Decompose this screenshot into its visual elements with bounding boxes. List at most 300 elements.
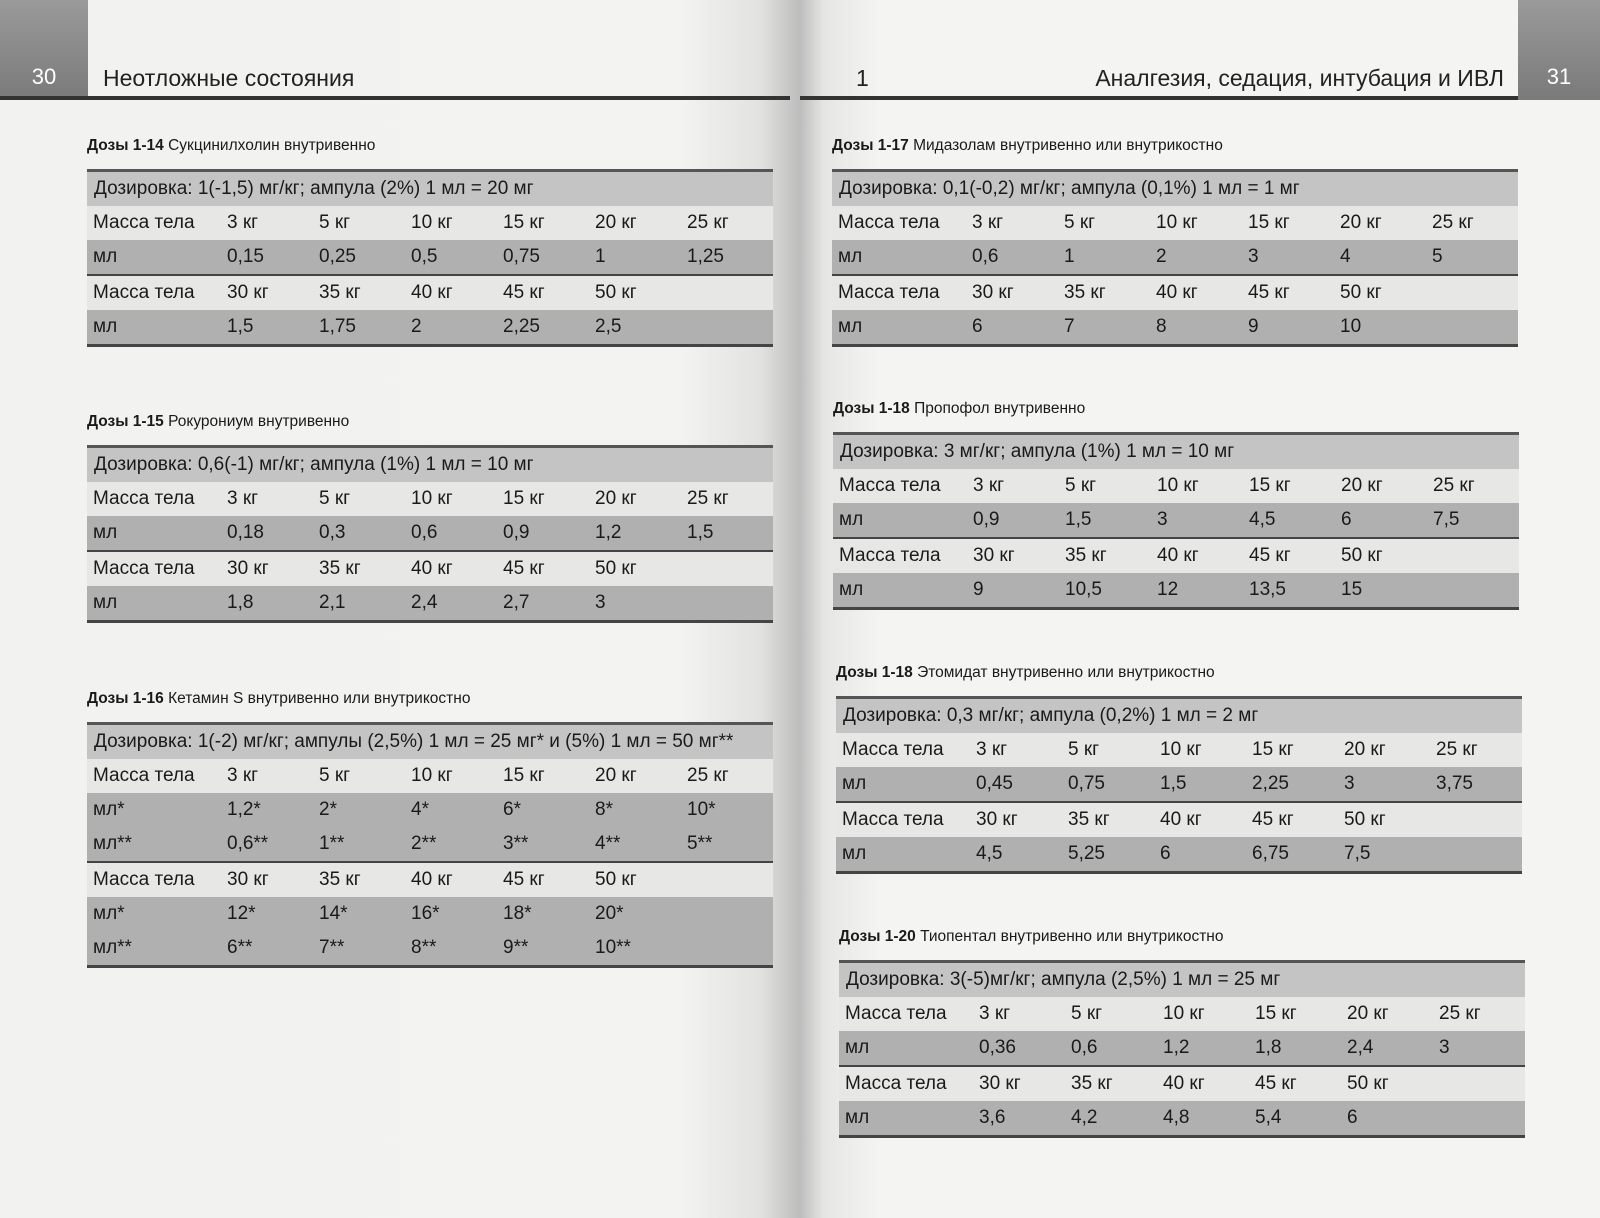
table-cell: 1,5 (221, 310, 313, 346)
row-label: мл* (87, 897, 221, 931)
table-cell: 12 (1151, 573, 1243, 609)
table-cell: 18* (497, 897, 589, 931)
table-cell: 10** (589, 931, 681, 967)
table-cell (1427, 573, 1519, 609)
table-cell: 20 кг (1341, 997, 1433, 1031)
table-id: Дозы 1-16 (87, 690, 164, 707)
volume-row (87, 897, 773, 931)
row-label: мл (87, 310, 221, 346)
table-caption (87, 137, 773, 155)
table-cell (681, 862, 773, 897)
table-cell: 3,6 (973, 1101, 1065, 1137)
table-cell (1433, 1066, 1525, 1101)
table-cell: 2,25 (497, 310, 589, 346)
page-number: 31 (1546, 64, 1572, 89)
volume-row (87, 827, 773, 862)
table-cell: 6 (1335, 503, 1427, 538)
table-cell: 0,6 (966, 240, 1058, 275)
table-cell: 3 кг (221, 206, 313, 240)
table-cell: 40 кг (405, 862, 497, 897)
table-cell: 25 кг (681, 759, 773, 793)
table-cell: 2,5 (589, 310, 681, 346)
table-cell (681, 275, 773, 310)
table-cell: 0,9 (497, 516, 589, 551)
weight-row (836, 802, 1522, 837)
table-cell: 3,75 (1430, 767, 1522, 802)
table-cell: 2,7 (497, 586, 589, 622)
table-cell: 0,6 (1065, 1031, 1157, 1066)
table-cell: 3 кг (221, 482, 313, 516)
table-cell: 5 кг (313, 482, 405, 516)
dose-block (87, 137, 773, 347)
table-cell: 1,2* (221, 793, 313, 827)
table-cell: 50 кг (1334, 275, 1426, 310)
table-cell: 3 кг (221, 759, 313, 793)
dosage-text: Дозировка: 1(-2) мг/кг; ампулы (2,5%) 1 мл = 25 мг* и (5%) 1 мл = 50 мг** (87, 724, 773, 760)
table-cell: 5 кг (1059, 469, 1151, 503)
table-cell: 4,5 (970, 837, 1062, 873)
row-label: Масса тела (839, 1066, 973, 1101)
table-cell (681, 897, 773, 931)
table-title: Рокурониум внутривенно (168, 413, 350, 430)
table-cell: 9** (497, 931, 589, 967)
volume-row (87, 240, 773, 275)
weight-row (87, 482, 773, 516)
table-cell: 6** (221, 931, 313, 967)
table-cell: 0,45 (970, 767, 1062, 802)
page-number-tab (1518, 0, 1600, 100)
table-cell: 10 (1334, 310, 1426, 346)
volume-row (87, 931, 773, 967)
table-cell: 20* (589, 897, 681, 931)
table-cell: 5 кг (1058, 206, 1150, 240)
table-caption (836, 664, 1522, 682)
table-cell (1430, 837, 1522, 873)
table-cell: 25 кг (681, 482, 773, 516)
table-cell: 4 (1334, 240, 1426, 275)
table-cell: 7 (1058, 310, 1150, 346)
table-cell: 2* (313, 793, 405, 827)
table-cell: 35 кг (1058, 275, 1150, 310)
table-cell: 0,75 (497, 240, 589, 275)
dosage-row (839, 962, 1525, 998)
dosage-text: Дозировка: 0,6(-1) мг/кг; ампула (1%) 1 мл = 10 мг (87, 447, 773, 483)
table-cell: 0,25 (313, 240, 405, 275)
table-cell: 0,15 (221, 240, 313, 275)
dosage-row (832, 171, 1518, 207)
row-label: мл (832, 310, 966, 346)
table-title: Кетамин S внутривенно или внутрикостно (168, 690, 471, 707)
row-label: Масса тела (836, 733, 970, 767)
table-cell: 14* (313, 897, 405, 931)
table-caption (833, 400, 1519, 418)
table-title: Сукцинилхолин внутривенно (168, 137, 376, 154)
table-cell (1433, 1101, 1525, 1137)
weight-row (832, 206, 1518, 240)
right-page-header (800, 0, 1600, 100)
dosage-row (87, 447, 773, 483)
weight-row (87, 759, 773, 793)
table-cell: 20 кг (589, 759, 681, 793)
volume-row (833, 573, 1519, 609)
dose-table (832, 169, 1518, 347)
table-cell: 10 кг (405, 759, 497, 793)
weight-row (832, 275, 1518, 310)
running-header-title: Аналгезия, седация, интубация и ИВЛ (1095, 65, 1504, 91)
table-cell: 10 кг (405, 206, 497, 240)
table-cell: 5 кг (1065, 997, 1157, 1031)
table-cell: 3 кг (970, 733, 1062, 767)
dose-block (87, 413, 773, 623)
table-cell: 4,8 (1157, 1101, 1249, 1137)
table-title: Пропофол внутривенно (914, 400, 1086, 417)
table-cell: 2,1 (313, 586, 405, 622)
table-cell: 0,6 (405, 516, 497, 551)
table-cell: 30 кг (970, 802, 1062, 837)
table-cell: 0,6** (221, 827, 313, 862)
row-label: Масса тела (836, 802, 970, 837)
table-cell: 25 кг (1430, 733, 1522, 767)
table-cell: 10 кг (405, 482, 497, 516)
right-page (800, 0, 1600, 1218)
dose-block (833, 400, 1519, 610)
dosage-row (833, 434, 1519, 470)
table-cell: 35 кг (313, 862, 405, 897)
table-cell: 15 кг (1249, 997, 1341, 1031)
weight-row (833, 469, 1519, 503)
table-cell: 30 кг (967, 538, 1059, 573)
volume-row (87, 586, 773, 622)
table-cell: 1,5 (681, 516, 773, 551)
dose-table (833, 432, 1519, 610)
table-cell: 6 (966, 310, 1058, 346)
table-cell: 15 кг (1246, 733, 1338, 767)
dose-block (832, 137, 1518, 347)
table-cell: 2 (1150, 240, 1242, 275)
table-cell: 12* (221, 897, 313, 931)
row-label: мл (836, 767, 970, 802)
chapter-number: 1 (856, 65, 869, 91)
table-cell: 35 кг (1065, 1066, 1157, 1101)
table-cell: 3 (1338, 767, 1430, 802)
table-cell: 35 кг (1059, 538, 1151, 573)
table-cell: 3 кг (967, 469, 1059, 503)
row-label: мл** (87, 931, 221, 967)
row-label: мл (836, 837, 970, 873)
table-cell: 5 кг (313, 206, 405, 240)
table-caption (87, 413, 773, 431)
weight-row (87, 206, 773, 240)
table-cell: 4* (405, 793, 497, 827)
table-cell (681, 551, 773, 586)
row-label: Масса тела (833, 469, 967, 503)
table-cell: 5 (1426, 240, 1518, 275)
table-cell (681, 586, 773, 622)
dosage-text: Дозировка: 0,3 мг/кг; ампула (0,2%) 1 мл = 2 мг (836, 698, 1522, 734)
table-cell: 13,5 (1243, 573, 1335, 609)
table-cell: 0,9 (967, 503, 1059, 538)
volume-row (836, 767, 1522, 802)
weight-row (87, 551, 773, 586)
table-cell: 0,3 (313, 516, 405, 551)
dose-block (839, 928, 1525, 1138)
table-cell: 4,2 (1065, 1101, 1157, 1137)
table-cell: 30 кг (966, 275, 1058, 310)
table-caption (839, 928, 1525, 946)
table-cell: 10* (681, 793, 773, 827)
volume-row (87, 793, 773, 827)
weight-row (833, 538, 1519, 573)
page-number-tab (0, 0, 88, 100)
weight-row (87, 862, 773, 897)
table-cell: 25 кг (681, 206, 773, 240)
dosage-text: Дозировка: 3(-5)мг/кг; ампула (2,5%) 1 мл = 25 мг (839, 962, 1525, 998)
table-id: Дозы 1-14 (87, 137, 164, 154)
table-cell: 25 кг (1433, 997, 1525, 1031)
row-label: Масса тела (87, 759, 221, 793)
table-cell: 35 кг (1062, 802, 1154, 837)
row-label: Масса тела (87, 482, 221, 516)
dose-table (87, 169, 773, 347)
dosage-text: Дозировка: 3 мг/кг; ампула (1%) 1 мл = 10 мг (833, 434, 1519, 470)
table-cell: 1 (1058, 240, 1150, 275)
table-cell: 0,75 (1062, 767, 1154, 802)
row-label: мл (832, 240, 966, 275)
table-cell: 1,25 (681, 240, 773, 275)
row-label: мл** (87, 827, 221, 862)
table-cell: 1,5 (1059, 503, 1151, 538)
table-cell: 7** (313, 931, 405, 967)
table-cell: 8* (589, 793, 681, 827)
volume-row (832, 310, 1518, 346)
table-cell: 4** (589, 827, 681, 862)
volume-row (87, 516, 773, 551)
weight-row (87, 275, 773, 310)
table-cell: 0,5 (405, 240, 497, 275)
row-label: Масса тела (832, 275, 966, 310)
row-label: Масса тела (87, 862, 221, 897)
table-title: Этомидат внутривенно или внутрикостно (917, 664, 1215, 681)
table-cell: 2 (405, 310, 497, 346)
table-cell (681, 310, 773, 346)
dosage-row (87, 171, 773, 207)
dose-table (836, 696, 1522, 874)
volume-row (836, 837, 1522, 873)
table-cell: 1,2 (589, 516, 681, 551)
table-cell: 1** (313, 827, 405, 862)
table-cell: 50 кг (1341, 1066, 1433, 1101)
table-cell: 45 кг (1246, 802, 1338, 837)
dosage-row (836, 698, 1522, 734)
table-cell: 5 кг (313, 759, 405, 793)
table-cell: 45 кг (497, 862, 589, 897)
table-id: Дозы 1-18 (836, 664, 913, 681)
row-label: Масса тела (87, 275, 221, 310)
row-label: мл (87, 586, 221, 622)
table-cell: 45 кг (1243, 538, 1335, 573)
row-label: Масса тела (87, 206, 221, 240)
row-label: Масса тела (832, 206, 966, 240)
table-cell: 50 кг (1338, 802, 1430, 837)
table-cell: 5 кг (1062, 733, 1154, 767)
table-cell: 15 кг (497, 759, 589, 793)
table-cell: 4,5 (1243, 503, 1335, 538)
table-cell (1426, 275, 1518, 310)
table-cell: 1,75 (313, 310, 405, 346)
table-cell: 15 кг (497, 482, 589, 516)
table-cell: 20 кг (1335, 469, 1427, 503)
table-cell: 6* (497, 793, 589, 827)
left-page-header (0, 0, 790, 100)
table-cell (1427, 538, 1519, 573)
table-cell: 9 (967, 573, 1059, 609)
dose-table (87, 445, 773, 623)
table-cell: 6 (1154, 837, 1246, 873)
table-caption (832, 137, 1518, 155)
row-label: мл (833, 503, 967, 538)
dosage-text: Дозировка: 1(-1,5) мг/кг; ампула (2%) 1 мл = 20 мг (87, 171, 773, 207)
row-label: мл (833, 573, 967, 609)
table-cell: 20 кг (589, 482, 681, 516)
table-cell: 10 кг (1154, 733, 1246, 767)
table-cell: 6,75 (1246, 837, 1338, 873)
row-label: мл (839, 1031, 973, 1066)
weight-row (839, 997, 1525, 1031)
table-cell: 40 кг (405, 551, 497, 586)
row-label: мл (87, 516, 221, 551)
table-cell: 5** (681, 827, 773, 862)
row-label: мл (839, 1101, 973, 1137)
page-number: 30 (31, 64, 57, 89)
table-cell: 7,5 (1427, 503, 1519, 538)
row-label: мл (87, 240, 221, 275)
table-cell: 30 кг (221, 862, 313, 897)
table-cell: 30 кг (221, 275, 313, 310)
table-cell: 40 кг (1154, 802, 1246, 837)
table-cell: 10 кг (1157, 997, 1249, 1031)
running-header-title: Неотложные состояния (103, 65, 355, 91)
table-cell: 3** (497, 827, 589, 862)
table-cell: 45 кг (1249, 1066, 1341, 1101)
header-rule (800, 96, 1518, 100)
table-cell: 0,36 (973, 1031, 1065, 1066)
table-cell: 2,4 (1341, 1031, 1433, 1066)
volume-row (832, 240, 1518, 275)
table-cell: 10 кг (1150, 206, 1242, 240)
table-cell: 35 кг (313, 275, 405, 310)
table-cell: 16* (405, 897, 497, 931)
table-cell: 1,8 (221, 586, 313, 622)
table-cell (1430, 802, 1522, 837)
table-cell (681, 931, 773, 967)
table-cell: 25 кг (1427, 469, 1519, 503)
table-cell: 3 (1151, 503, 1243, 538)
table-id: Дозы 1-17 (832, 137, 909, 154)
table-caption (87, 690, 773, 708)
table-cell: 0,18 (221, 516, 313, 551)
table-cell: 5,25 (1062, 837, 1154, 873)
table-cell: 3 кг (966, 206, 1058, 240)
row-label: Масса тела (87, 551, 221, 586)
table-cell: 1,5 (1154, 767, 1246, 802)
header-rule (0, 96, 790, 100)
table-cell: 15 кг (1242, 206, 1334, 240)
row-label: Масса тела (833, 538, 967, 573)
table-cell: 2,4 (405, 586, 497, 622)
table-cell: 15 кг (497, 206, 589, 240)
row-label: мл* (87, 793, 221, 827)
table-cell: 3 кг (973, 997, 1065, 1031)
table-cell: 50 кг (1335, 538, 1427, 573)
table-cell: 20 кг (1338, 733, 1430, 767)
table-cell (1426, 310, 1518, 346)
table-cell: 8 (1150, 310, 1242, 346)
table-cell: 50 кг (589, 551, 681, 586)
weight-row (836, 733, 1522, 767)
table-cell: 3 (589, 586, 681, 622)
table-cell: 3 (1242, 240, 1334, 275)
table-cell: 20 кг (1334, 206, 1426, 240)
weight-row (839, 1066, 1525, 1101)
table-cell: 2** (405, 827, 497, 862)
table-cell: 40 кг (1157, 1066, 1249, 1101)
dosage-row (87, 724, 773, 760)
dosage-text: Дозировка: 0,1(-0,2) мг/кг; ампула (0,1%) 1 мл = 1 мг (832, 171, 1518, 207)
table-cell: 15 кг (1243, 469, 1335, 503)
table-id: Дозы 1-15 (87, 413, 164, 430)
dose-block (836, 664, 1522, 874)
table-cell: 45 кг (1242, 275, 1334, 310)
table-cell: 1,8 (1249, 1031, 1341, 1066)
dose-table (839, 960, 1525, 1138)
table-cell: 10 кг (1151, 469, 1243, 503)
table-cell: 40 кг (1150, 275, 1242, 310)
volume-row (839, 1101, 1525, 1137)
table-id: Дозы 1-18 (833, 400, 910, 417)
table-cell: 6 (1341, 1101, 1433, 1137)
table-cell: 50 кг (589, 862, 681, 897)
table-cell: 45 кг (497, 551, 589, 586)
table-cell: 30 кг (973, 1066, 1065, 1101)
table-cell: 20 кг (589, 206, 681, 240)
table-cell: 50 кг (589, 275, 681, 310)
table-cell: 40 кг (405, 275, 497, 310)
table-cell: 35 кг (313, 551, 405, 586)
table-cell: 45 кг (497, 275, 589, 310)
volume-row (839, 1031, 1525, 1066)
table-cell: 30 кг (221, 551, 313, 586)
volume-row (87, 310, 773, 346)
table-cell: 2,25 (1246, 767, 1338, 802)
table-cell: 40 кг (1151, 538, 1243, 573)
dose-table (87, 722, 773, 968)
table-cell: 3 (1433, 1031, 1525, 1066)
table-cell: 7,5 (1338, 837, 1430, 873)
table-cell: 9 (1242, 310, 1334, 346)
table-cell: 1 (589, 240, 681, 275)
table-title: Мидазолам внутривенно или внутрикостно (913, 137, 1223, 154)
table-cell: 1,2 (1157, 1031, 1249, 1066)
table-title: Тиопентал внутривенно или внутрикостно (920, 928, 1224, 945)
table-cell: 5,4 (1249, 1101, 1341, 1137)
table-cell: 15 (1335, 573, 1427, 609)
table-cell: 25 кг (1426, 206, 1518, 240)
dose-block (87, 690, 773, 968)
table-id: Дозы 1-20 (839, 928, 916, 945)
volume-row (833, 503, 1519, 538)
row-label: Масса тела (839, 997, 973, 1031)
table-cell: 10,5 (1059, 573, 1151, 609)
